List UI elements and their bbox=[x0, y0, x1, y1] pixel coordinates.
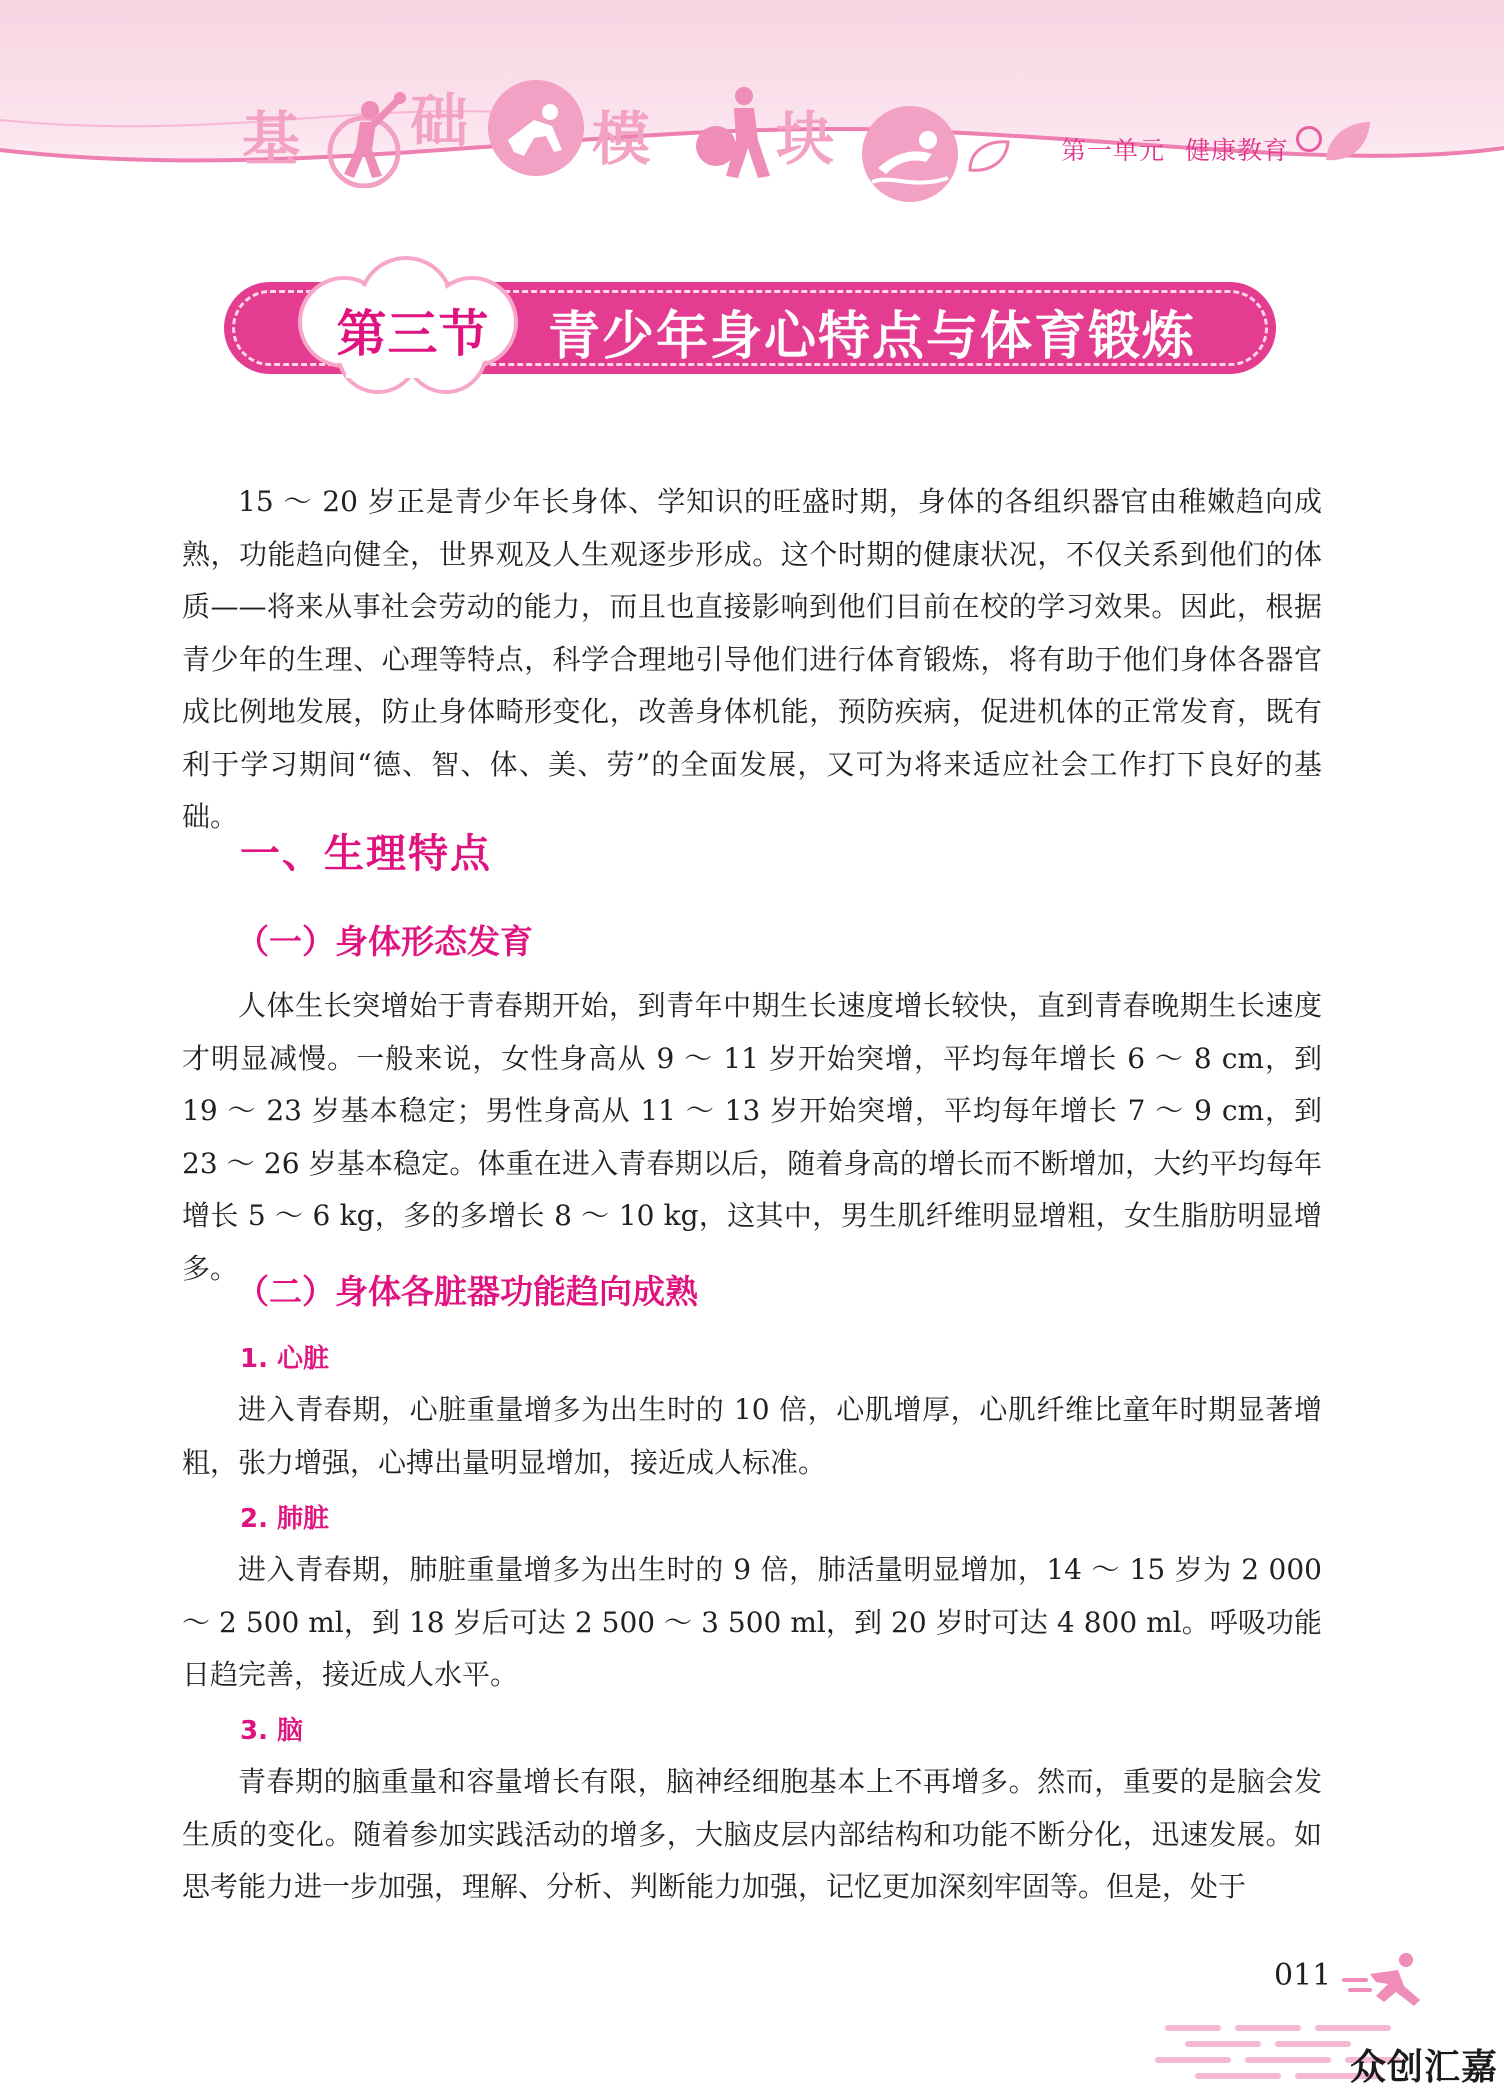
unit-label bbox=[1061, 131, 1289, 167]
section-title: 青少年身心特点与体育锻炼 bbox=[548, 307, 1197, 367]
heart-paragraph: 进入青春期，心脏重量增多为出生时的 10 倍，心肌增厚，心肌纤维比童年时期显著增粗，张力增强，心搏出量明显增加，接近成人标准。 bbox=[182, 1393, 1322, 1479]
basketball-player-icon bbox=[686, 86, 782, 182]
heading-physiological-features: 一、生理特点 bbox=[240, 831, 492, 877]
volleyball-player-icon bbox=[316, 92, 412, 188]
heading-organ-maturation: （二）身体各脏器功能趋向成熟 bbox=[236, 1272, 698, 1311]
section-number: 第三节 bbox=[336, 305, 490, 363]
lungs-paragraph: 进入青春期，肺脏重量增多为出生时的 9 倍，肺活量明显增加，14 ～ 15 岁为 2 000 ～ 2 500 ml，到 18 岁后可达 2 500 ～ 3 500 ml，到 20 岁时可达 4 800 ml。呼吸功能日趋完善，接近成人水平。 bbox=[182, 1553, 1322, 1691]
page-number: 011 bbox=[1274, 1958, 1332, 1993]
module-char-mo: 模 bbox=[592, 105, 651, 173]
heading-body-development: （一）身体形态发育 bbox=[236, 922, 533, 961]
runner-icon bbox=[1340, 1950, 1430, 2010]
intro-paragraph: 15 ～ 20 岁正是青少年长身体、学知识的旺盛时期，身体的各组织器官由稚嫩趋向成熟，功能趋向健全，世界观及人生观逐步形成。这个时期的健康状况，不仅关系到他们的体质——将来从事社会劳动的能力，而且也直接影响到他们目前在校的学习效果。因此，根据青少年的生理、心理等特点，科学合理地引导他们进行体育锻炼，将有助于他们身体各器官成比例地发展，防止身体畸形变化，改善身体机能，预防疾病，促进机体的正常发育，既有利于学习期间“德、智、体、美、劳”的全面发展，又可为将来适应社会工作打下良好的基础。 bbox=[182, 485, 1322, 833]
circle-icon bbox=[1296, 126, 1322, 152]
body-development-paragraph: 人体生长突增始于青春期开始，到青年中期生长速度增长较快，直到青春晚期生长速度才明显减慢。一般来说，女性身高从 9 ～ 11 岁开始突增，平均每年增长 6 ～ 8 cm，到 19 ～ 23 岁基本稳定；男性身高从 11 ～ 13 岁开始突增，平均每年增长 7 ～ 9 cm，到 23 ～ 26 岁基本稳定。体重在进入青春期以后，随着身高的增长而不断增加，大约平均每年增长 5 ～ 6 kg，多的多增长 8 ～ 10 kg，这其中，男生肌纤维明显增粗，女生脂肪明显增多。 bbox=[182, 989, 1322, 1285]
unit-topic: 健康教育 bbox=[1184, 136, 1289, 165]
leaf-icon bbox=[966, 136, 1012, 176]
unit-number: 第一单元 bbox=[1060, 136, 1165, 165]
heading-lungs: 2. 肺脏 bbox=[240, 1504, 330, 1534]
module-char-kuai: 块 bbox=[776, 105, 835, 173]
swimmer-icon bbox=[862, 106, 958, 202]
heading-heart: 1. 心脏 bbox=[240, 1344, 330, 1374]
heading-brain: 3. 脑 bbox=[240, 1716, 304, 1746]
sprinter-start-icon bbox=[488, 80, 584, 176]
watermark: 众创汇嘉 bbox=[1349, 2047, 1498, 2088]
module-char-chu: 础 bbox=[410, 87, 469, 155]
brain-paragraph: 青春期的脑重量和容量增长有限，脑神经细胞基本上不再增多。然而，重要的是脑会发生质的变化。随着参加实践活动的增多，大脑皮层内部结构和功能不断分化，迅速发展。如思考能力进一步加强，理解、分析、判断能力加强，记忆更加深刻牢固等。但是，处于 bbox=[182, 1765, 1322, 1903]
leaf-icon bbox=[1322, 118, 1374, 166]
module-char-ji: 基 bbox=[242, 105, 301, 173]
